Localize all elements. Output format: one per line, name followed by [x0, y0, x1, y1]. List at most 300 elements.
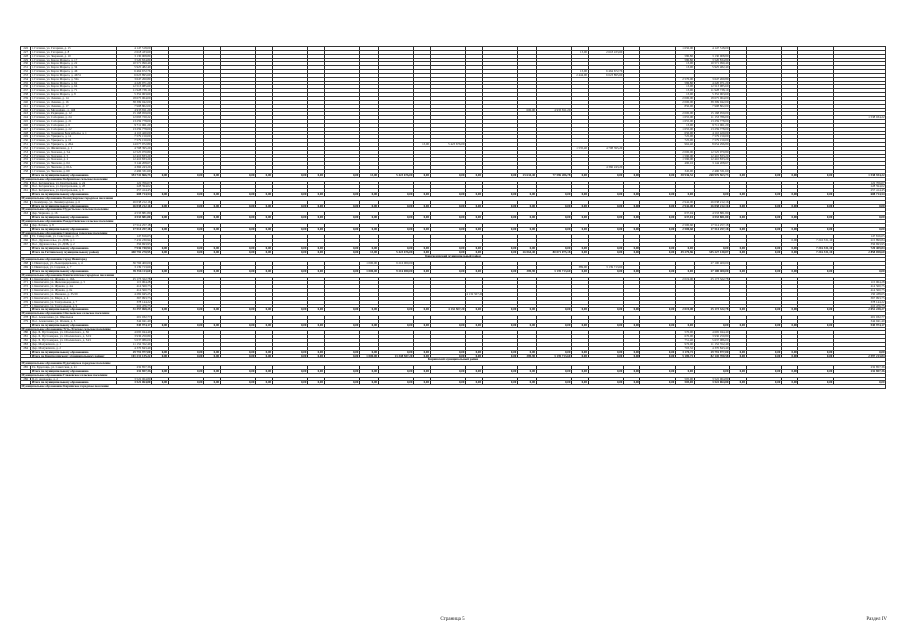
- row-number-cell: 262: [21, 200, 31, 204]
- value-cell: 0,00: [798, 308, 833, 312]
- address-cell: Пос. Дружноселье, ул. ДПБ, д. 2: [31, 243, 116, 247]
- value-cell: 0,00: [588, 269, 623, 273]
- value-cell: 11 152 352,40: [694, 342, 729, 346]
- value-cell: 0,00: [220, 308, 255, 312]
- value-cell: 0,00: [623, 227, 640, 231]
- section-title: Муниципальное образование Кингисеппское городское поселение: [21, 273, 886, 277]
- value-cell: 82 145 700,58: [694, 354, 729, 358]
- value-cell: 0,00: [465, 204, 482, 208]
- value-cell: 215 899,84: [833, 239, 885, 243]
- value-cell: 1 538 934,22: [833, 116, 885, 120]
- value-cell: 2 500,60: [675, 227, 694, 231]
- value-cell: 2 019,00: [675, 308, 694, 312]
- value-cell: 0,00: [220, 323, 255, 327]
- address-cell: Пос. Кобринское, ул. Центральная, д. 9: [31, 189, 116, 193]
- row-number-cell: 282: [21, 339, 31, 343]
- value-cell: 5 189,72: [675, 354, 694, 358]
- value-cell: 5 352 063,60: [116, 93, 151, 97]
- value-cell: 17 514 257,18: [694, 223, 729, 227]
- value-cell: 3 130 908,80: [116, 54, 151, 58]
- value-cell: 637,04: [675, 216, 694, 220]
- value-cell: 0,00: [571, 323, 588, 327]
- value-cell: 0,00: [694, 323, 729, 327]
- value-cell: 0,00: [746, 381, 781, 385]
- value-cell: 11 152 352,40: [116, 342, 151, 346]
- value-cell: 0,00: [307, 369, 324, 373]
- value-cell: 0,00: [729, 173, 746, 177]
- row-number-cell: 284: [21, 346, 31, 350]
- value-cell: 0,00: [413, 308, 430, 312]
- value-cell: 13 259 778,00: [694, 127, 729, 131]
- row-number-cell: 256: [21, 162, 31, 166]
- value-cell: 0,00: [359, 308, 378, 312]
- value-cell: 0,00: [640, 250, 675, 254]
- address-cell: г. Кингисепп, ул. Мира, д. 4: [31, 296, 116, 300]
- value-cell: 13,00: [359, 250, 378, 254]
- value-cell: 0,00: [729, 269, 746, 273]
- address-cell: г. Кингисепп, ул. Жукова, д. 6а: [31, 289, 116, 293]
- address-cell: г. Гатчина, ул. Карла Маркса, д. 71: [31, 89, 116, 93]
- value-cell: 3 139 713,60: [536, 354, 571, 358]
- value-cell: 0,00: [168, 269, 203, 273]
- value-cell: 0,00: [746, 323, 781, 327]
- value-cell: 1 655,00: [675, 116, 694, 120]
- value-cell: 0,00: [151, 250, 168, 254]
- address-cell: г. Гатчина, ул. Гагарина, д. 8: [31, 50, 116, 54]
- value-cell: 4 220 071,20: [116, 81, 151, 85]
- value-cell: 13,00: [675, 66, 694, 70]
- address-cell: г. Гатчина, ул. Ленина, д. 17: [31, 104, 116, 108]
- value-cell: 13,00: [413, 143, 430, 147]
- value-cell: 0,00: [151, 173, 168, 177]
- value-cell: 0,00: [746, 216, 781, 220]
- value-cell: 0,00: [536, 323, 571, 327]
- value-cell: 4 935 811,20: [116, 108, 151, 112]
- value-cell: 0,00: [378, 204, 413, 208]
- value-cell: 344 941,40: [116, 319, 151, 323]
- value-cell: 0,00: [413, 369, 430, 373]
- address-cell: Пос. Кобринское, ул. Центральная, д. 24: [31, 181, 116, 185]
- value-cell: 115 064,28: [833, 281, 885, 285]
- value-cell: 0,00: [413, 269, 430, 273]
- value-cell: 7 579 150,00: [116, 135, 151, 139]
- value-cell: 0,00: [781, 381, 798, 385]
- value-cell: 0,00: [482, 246, 517, 250]
- value-cell: 0,00: [430, 250, 465, 254]
- value-cell: 0,00: [482, 308, 517, 312]
- value-cell: 0,00: [272, 369, 307, 373]
- value-cell: 5 925 482,40: [694, 66, 729, 70]
- value-cell: 13 348 507,20: [378, 354, 413, 358]
- value-cell: 3 139 713,60: [116, 266, 151, 270]
- value-cell: 545 974,17: [833, 323, 885, 327]
- value-cell: 0,00: [378, 216, 413, 220]
- value-cell: 0,00: [359, 323, 378, 327]
- value-cell: 0,00: [640, 216, 675, 220]
- value-cell: 0,00: [220, 269, 255, 273]
- value-cell: 0,00: [272, 323, 307, 327]
- address-cell: г. Ивангород, ул. Льнопрядильная, д. 4: [31, 262, 116, 266]
- value-cell: 1 590,00: [675, 158, 694, 162]
- value-cell: 0,00: [307, 246, 324, 250]
- value-cell: 0,00: [571, 369, 588, 373]
- value-cell: 0,00: [517, 227, 536, 231]
- row-number-cell: 228: [21, 54, 31, 58]
- value-cell: 0,00: [465, 227, 482, 231]
- value-cell: 7 432 230,94: [116, 239, 151, 243]
- value-cell: 0,00: [517, 350, 536, 354]
- value-cell: 0,00: [536, 381, 571, 385]
- row-number-cell: 285: [21, 366, 31, 370]
- value-cell: 0,00: [798, 216, 833, 220]
- value-cell: 0,00: [623, 350, 640, 354]
- row-number-cell: 265: [21, 235, 31, 239]
- value-cell: 9 711 061,20: [694, 123, 729, 127]
- value-cell: 2 496 331,60: [694, 170, 729, 174]
- row-number-cell: 280: [21, 331, 31, 335]
- value-cell: 0,00: [517, 381, 536, 385]
- section-title: Муниципальное образование Усть-Лужское сельское поселение: [21, 327, 886, 331]
- value-cell: 9 216 000,00: [378, 269, 413, 273]
- value-cell: 0,00: [482, 269, 517, 273]
- value-cell: 0,00: [465, 173, 482, 177]
- value-cell: 0,00: [430, 173, 465, 177]
- value-cell: 3 936 250,80: [694, 335, 729, 339]
- value-cell: 0,00: [203, 369, 220, 373]
- value-cell: 0,00: [588, 323, 623, 327]
- value-cell: 0,00: [272, 354, 307, 358]
- value-cell: 0,00: [517, 246, 536, 250]
- value-cell: 0,00: [571, 227, 588, 231]
- value-cell: 0,00: [746, 350, 781, 354]
- register-table-area: [20, 46, 886, 389]
- value-cell: 18 675 064,00: [694, 96, 729, 100]
- value-cell: 0,00: [324, 381, 359, 385]
- value-cell: 0,00: [255, 246, 272, 250]
- address-cell: г. Гатчина, ул. Гагарина, д. 15: [31, 47, 116, 51]
- value-cell: 13,00: [675, 89, 694, 93]
- value-cell: 3 144 208,67: [116, 162, 151, 166]
- value-cell: 4 366 243,20: [116, 166, 151, 170]
- value-cell: 3 647 260,80: [116, 77, 151, 81]
- value-cell: 0,00: [220, 246, 255, 250]
- value-cell: 0,00: [571, 269, 588, 273]
- value-cell: 0,00: [307, 350, 324, 354]
- address-cell: Итого по муниципальному образованию: [31, 193, 116, 197]
- value-cell: 0,00: [571, 350, 588, 354]
- value-cell: 0,00: [623, 308, 640, 312]
- row-number-cell: 276: [21, 300, 31, 304]
- value-cell: 0,00: [517, 204, 536, 208]
- value-cell: 751,40: [675, 339, 694, 343]
- address-cell: Дер. Малуксинск, д. 2: [31, 346, 116, 350]
- value-cell: 0,00: [623, 204, 640, 208]
- value-cell: 0,00: [588, 381, 623, 385]
- value-cell: 378 144,22: [833, 300, 885, 304]
- value-cell: 0,00: [255, 227, 272, 231]
- value-cell: 440 792 270,95: [116, 250, 151, 254]
- value-cell: 26 038 212,16: [116, 200, 151, 204]
- value-cell: 0,00: [307, 193, 324, 197]
- value-cell: 0,00: [798, 173, 833, 177]
- value-cell: 0,00: [151, 193, 168, 197]
- value-cell: 13,00: [675, 85, 694, 89]
- value-cell: 0,00: [203, 323, 220, 327]
- row-number-cell: 232: [21, 70, 31, 74]
- value-cell: 0,00: [151, 369, 168, 373]
- value-cell: 0,00: [623, 246, 640, 250]
- value-cell: 0,00: [324, 193, 359, 197]
- row-number-cell: 234: [21, 77, 31, 81]
- address-cell: Пос. Алексеевка, ул. Школьная: [31, 316, 116, 320]
- value-cell: 0,00: [588, 193, 623, 197]
- value-cell: 0,00: [359, 381, 378, 385]
- value-cell: 0,00: [833, 204, 885, 208]
- value-cell: 0,00: [536, 369, 571, 373]
- address-cell: Дер. Черново, д. 16: [31, 212, 116, 216]
- value-cell: 0,00: [640, 381, 675, 385]
- value-cell: 0,00: [482, 227, 517, 231]
- value-cell: 505,00: [675, 377, 694, 381]
- address-cell: Пос. Дружноселье, ул. ДПБ, д. 1: [31, 239, 116, 243]
- address-cell: г. Гатчина, ул. Товарища Баргайбоды, д. 1: [31, 131, 116, 135]
- value-cell: 0,00: [571, 308, 588, 312]
- section-title: Муниципальное образование город Ивангород: [21, 258, 886, 262]
- value-cell: 8 654 296,80: [694, 143, 729, 147]
- section-title: Муниципальное образование Пудостьское сельское поселение: [21, 208, 886, 212]
- value-cell: 25 173 322,78: [694, 277, 729, 281]
- value-cell: 0,00: [220, 369, 255, 373]
- value-cell: 17 514 257,18: [694, 227, 729, 231]
- value-cell: 0,00: [307, 269, 324, 273]
- row-number-cell: 268: [21, 262, 31, 266]
- row-number-cell: 260: [21, 185, 31, 189]
- row-number-cell: 240: [21, 100, 31, 104]
- row-number-cell: 235: [21, 81, 31, 85]
- value-cell: 0,00: [517, 216, 536, 220]
- value-cell: 0,00: [307, 308, 324, 312]
- value-cell: 0,00: [729, 250, 746, 254]
- address-cell: Дер. Батово, д. 8: [31, 223, 116, 227]
- value-cell: 0,00: [694, 369, 729, 373]
- value-cell: 25 173 322,78: [116, 277, 151, 281]
- value-cell: 0,00: [307, 250, 324, 254]
- value-cell: 4 147 518,00: [116, 47, 151, 51]
- value-cell: 0,00: [465, 323, 482, 327]
- value-cell: 12 525 070,80: [694, 150, 729, 154]
- section-header-row: [21, 385, 886, 389]
- value-cell: 0,00: [746, 173, 781, 177]
- value-cell: 29 791 977,00: [694, 350, 729, 354]
- value-cell: 3 139 713,60: [536, 269, 571, 273]
- value-cell: 9 711 061,20: [116, 123, 151, 127]
- value-cell: 0,00: [413, 216, 430, 220]
- value-cell: 1 000,00: [359, 269, 378, 273]
- value-cell: 725,00: [675, 135, 694, 139]
- value-cell: 0,00: [465, 308, 482, 312]
- value-cell: 14 077 972,80: [116, 143, 151, 147]
- value-cell: 850,00: [675, 104, 694, 108]
- value-cell: 976,00: [675, 342, 694, 346]
- value-cell: 12 410 833,20: [694, 154, 729, 158]
- address-cell: г. Гатчина, ул. Урицкого, д. 14: [31, 135, 116, 139]
- value-cell: 0,00: [203, 250, 220, 254]
- address-cell: г. Гатчина, ул. Хохлова, д. 5: [31, 154, 116, 158]
- value-cell: 0,00: [413, 246, 430, 250]
- value-cell: 0,00: [781, 354, 798, 358]
- section-title: Муниципальное образование Рождественское сельское поселение: [21, 219, 886, 223]
- value-cell: 12 513 085,60: [116, 85, 151, 89]
- value-cell: 2 500,60: [675, 223, 694, 227]
- value-cell: 0,00: [781, 308, 798, 312]
- value-cell: 0,00: [536, 204, 571, 208]
- value-cell: 122 706,07: [116, 181, 151, 185]
- value-cell: 4 533 881,80: [116, 216, 151, 220]
- row-number-cell: 236: [21, 85, 31, 89]
- value-cell: 637,04: [675, 212, 694, 216]
- value-cell: 0,00: [220, 227, 255, 231]
- value-cell: 414 560,75: [833, 289, 885, 293]
- row-number-cell: 271: [21, 281, 31, 285]
- value-cell: 0,00: [746, 369, 781, 373]
- value-cell: 0,00: [781, 369, 798, 373]
- value-cell: 725,00: [675, 139, 694, 143]
- row-number-cell: 237: [21, 89, 31, 93]
- value-cell: 3 936 250,80: [116, 335, 151, 339]
- value-cell: 0,00: [536, 350, 571, 354]
- value-cell: 210 476,75: [833, 304, 885, 308]
- value-cell: 356 693,95: [833, 243, 885, 247]
- value-cell: 0,00: [255, 193, 272, 197]
- address-cell: г. Гатчина, ул. Ленина, д. 16: [31, 100, 116, 104]
- value-cell: 0,00: [430, 246, 465, 250]
- value-cell: 0,00: [255, 216, 272, 220]
- value-cell: 36 766 400,00: [116, 262, 151, 266]
- value-cell: 0,00: [307, 227, 324, 231]
- value-cell: 0,00: [781, 216, 798, 220]
- row-number-cell: 258: [21, 170, 31, 174]
- value-cell: 0,00: [465, 193, 482, 197]
- value-cell: 147 816,05: [833, 235, 885, 239]
- row-number-cell: 230: [21, 62, 31, 66]
- value-cell: 0,00: [359, 204, 378, 208]
- row-number-cell: 247: [21, 127, 31, 131]
- value-cell: 1 590,00: [675, 154, 694, 158]
- value-cell: 0,00: [378, 246, 413, 250]
- value-cell: 201 032,77: [116, 316, 151, 320]
- value-cell: 0,00: [588, 227, 623, 231]
- value-cell: 0,00: [307, 381, 324, 385]
- row-number-cell: 275: [21, 296, 31, 300]
- value-cell: 12 410 833,20: [116, 154, 151, 158]
- value-cell: 10 571 090,40: [694, 62, 729, 66]
- address-cell: Итого по Гатчинскому муниципальному району: [31, 250, 116, 254]
- value-cell: 0,00: [623, 381, 640, 385]
- value-cell: 0,00: [220, 350, 255, 354]
- value-cell: 0,00: [640, 354, 675, 358]
- value-cell: 0,00: [571, 250, 588, 254]
- value-cell: 0,00: [151, 269, 168, 273]
- value-cell: 17 514 257,18: [116, 223, 151, 227]
- value-cell: 0,00: [203, 350, 220, 354]
- row-number-cell: 281: [21, 335, 31, 339]
- value-cell: 0,00: [324, 216, 359, 220]
- row-number-cell: 264: [21, 223, 31, 227]
- value-cell: 4 533 881,80: [694, 216, 729, 220]
- address-cell: г. Гатчина, ул. Чкалова, д. 61А: [31, 166, 116, 170]
- value-cell: 0,00: [359, 227, 378, 231]
- value-cell: 0,00: [781, 173, 798, 177]
- value-cell: 0,00: [324, 323, 359, 327]
- value-cell: 0,00: [729, 227, 746, 231]
- value-cell: 344 941,40: [833, 319, 885, 323]
- value-cell: 0,00: [378, 369, 413, 373]
- value-cell: 0,00: [623, 269, 640, 273]
- value-cell: 0,00: [588, 350, 623, 354]
- value-cell: 4 695 044,40: [694, 331, 729, 335]
- value-cell: 353 741 866,73: [116, 173, 151, 177]
- value-cell: 0,00: [465, 350, 482, 354]
- value-cell: 0,00: [694, 193, 729, 197]
- value-cell: 2 597 213,84: [833, 354, 885, 358]
- value-cell: 101 231 135,22: [116, 354, 151, 358]
- value-cell: 0,00: [324, 204, 359, 208]
- value-cell: 15 168 959,00: [116, 112, 151, 116]
- value-cell: 0,00: [746, 227, 781, 231]
- value-cell: 0,00: [430, 350, 465, 354]
- value-cell: 0,00: [465, 250, 482, 254]
- row-number-cell: 274: [21, 293, 31, 297]
- address-cell: Итого по муниципальному образованию: [31, 350, 116, 354]
- value-cell: 210 476,75: [116, 304, 151, 308]
- value-cell: 4 366 243,20: [588, 166, 623, 170]
- row-number-cell: 286: [21, 377, 31, 381]
- value-cell: 13 259 778,00: [116, 120, 151, 124]
- value-cell: 0,00: [798, 204, 833, 208]
- value-cell: 0,00: [571, 354, 588, 358]
- district-title: Кингисеппский муниципальный район: [21, 254, 886, 258]
- value-cell: 0,00: [517, 369, 536, 373]
- address-cell: г. Гатчина, ул. Карла Маркса, д. 64: [31, 85, 116, 89]
- row-number-cell: 231: [21, 66, 31, 70]
- value-cell: 0,00: [536, 193, 571, 197]
- value-cell: 268 976 563,73: [694, 173, 729, 177]
- value-cell: 600,00: [517, 108, 536, 112]
- value-cell: 0,00: [378, 193, 413, 197]
- value-cell: 490,16: [675, 162, 694, 166]
- value-cell: 505,00: [675, 381, 694, 385]
- value-cell: 389,90: [571, 266, 588, 270]
- value-cell: 367 993,75: [833, 296, 885, 300]
- value-cell: 0,00: [430, 227, 465, 231]
- address-cell: г. Коммунар, ул. Ленинградская, д. 6: [31, 200, 116, 204]
- value-cell: 80 071 075,18: [536, 250, 571, 254]
- value-cell: 232 857,36: [116, 366, 151, 370]
- value-cell: 2 618 433,60: [588, 50, 623, 54]
- value-cell: 0,00: [729, 354, 746, 358]
- value-cell: 0,00: [623, 173, 640, 177]
- value-cell: 0,00: [378, 227, 413, 231]
- value-cell: 0,00: [588, 308, 623, 312]
- value-cell: 0,00: [746, 250, 781, 254]
- value-cell: 3 139 713,60: [588, 266, 623, 270]
- address-cell: Итого по муниципальному образованию: [31, 323, 116, 327]
- value-cell: 0,00: [168, 246, 203, 250]
- address-cell: г. Гатчина, ул. Карла Маркса, д. 62: [31, 81, 116, 85]
- value-cell: 2 444,00: [571, 73, 588, 77]
- value-cell: 2 000,00: [675, 96, 694, 100]
- value-cell: 0,00: [746, 246, 781, 250]
